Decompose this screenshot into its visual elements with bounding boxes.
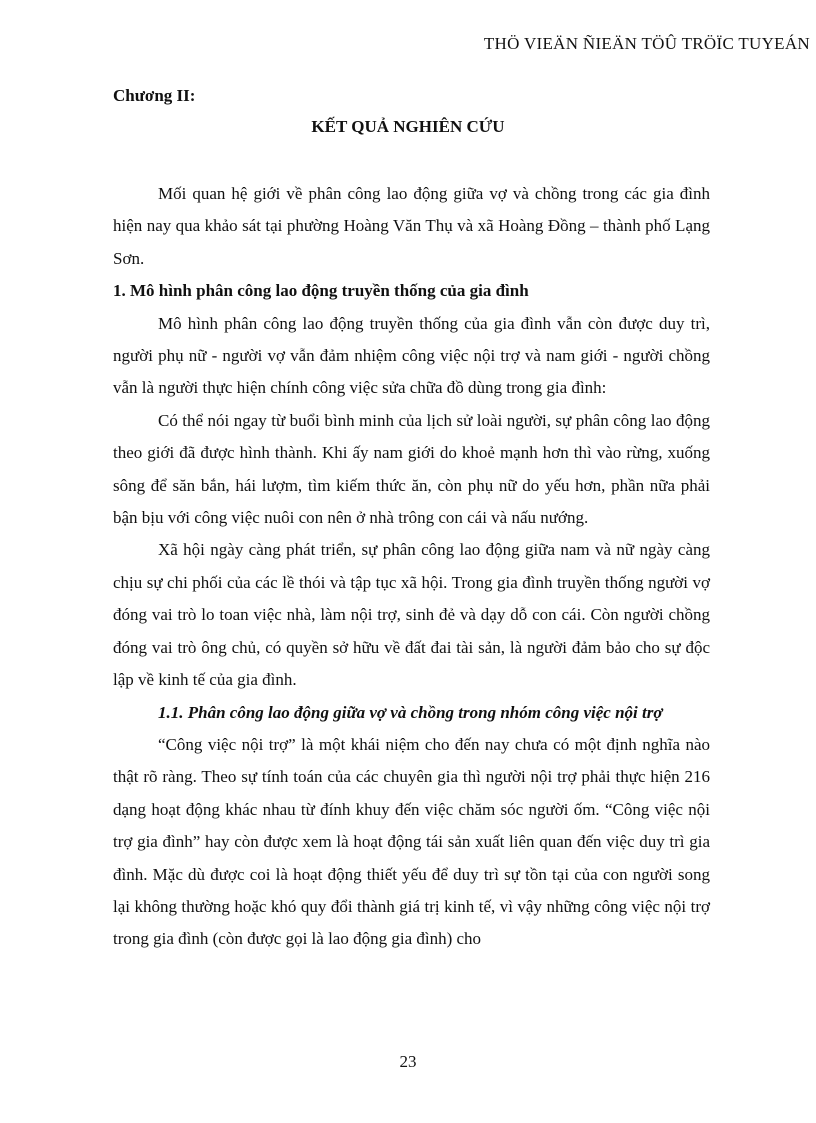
paragraph: Xã hội ngày càng phát triển, sự phân công lao động giữa nam và nữ ngày càng chịu sự chi phối của các lề thói và tập tục xã hội. Trong gia đình truyền thống người vợ đóng vai trò lo toan việc nhà, làm nội trợ, sinh đẻ và dạy dỗ con cái. Còn người chồng đóng vai trò ông chủ, có quyền sở hữu về đất đai tài sản, là người đảm bảo cho sự độc lập về kinh tế của gia đình. (113, 540, 710, 690)
subsection-heading: 1.1. Phân công lao động giữa vợ và chồng trong nhóm công việc nội trợ (158, 702, 663, 722)
chapter-title: KẾT QUẢ NGHIÊN CỨU (311, 117, 505, 136)
section-heading: 1. Mô hình phân công lao động truyền thống của gia đình (113, 281, 529, 301)
paragraph: Có thể nói ngay từ buổi bình minh của lịch sử loài người, sự phân công lao động theo giới đã được hình thành. Khi ấy nam giới do khoẻ mạnh hơn thì vào rừng, xuống sông để săn bắn, hái lượm, tìm kiếm thức ăn, còn phụ nữ do yếu hơn, phần nữa phải bận bịu với công việc nuôi con nên ở nhà trông con cái và nấu nướng. (113, 410, 710, 528)
paragraph: Mô hình phân công lao động truyền thống của gia đình vẫn còn được duy trì, người phụ nữ - người vợ vẫn đảm nhiệm công việc nội trợ và nam giới - người chồng vẫn là người thực hiện chính công việc sửa chữa đồ dùng trong gia đình: (113, 313, 710, 398)
intro-paragraph: Mối quan hệ giới về phân công lao động giữa vợ và chồng trong các gia đình hiện nay qua khảo sát tại phường Hoàng Văn Thụ và xã Hoàng Đồng – thành phố Lạng Sơn. (113, 184, 710, 268)
body-text (113, 178, 710, 956)
page-number: 23 (399, 1052, 417, 1071)
running-header: THÖ VIEÄN ÑIEÄN TÖÛ TRÖÏC TUYEÁN (483, 34, 810, 53)
chapter-label: Chương II: (113, 86, 196, 105)
paragraph: “Công việc nội trợ” là một khái niệm cho đến nay chưa có một định nghĩa nào thật rõ ràng. Theo sự tính toán của các chuyên gia thì người nội trợ phải thực hiện 216 dạng hoạt động khác nhau từ đính khuy đến việc chăm sóc người ốm. “Công việc nội trợ gia đình” hay còn được xem là hoạt động tái sản xuất liên quan đến việc duy trì gia đình. Mặc dù được coi là hoạt động thiết yếu để duy trì sự tồn tại của con người song lại không thường hoặc khó quy đổi thành giá trị kinh tế, vì vậy những công việc nội trợ trong gia đình (còn được gọi là lao động gia đình) cho (113, 734, 710, 949)
